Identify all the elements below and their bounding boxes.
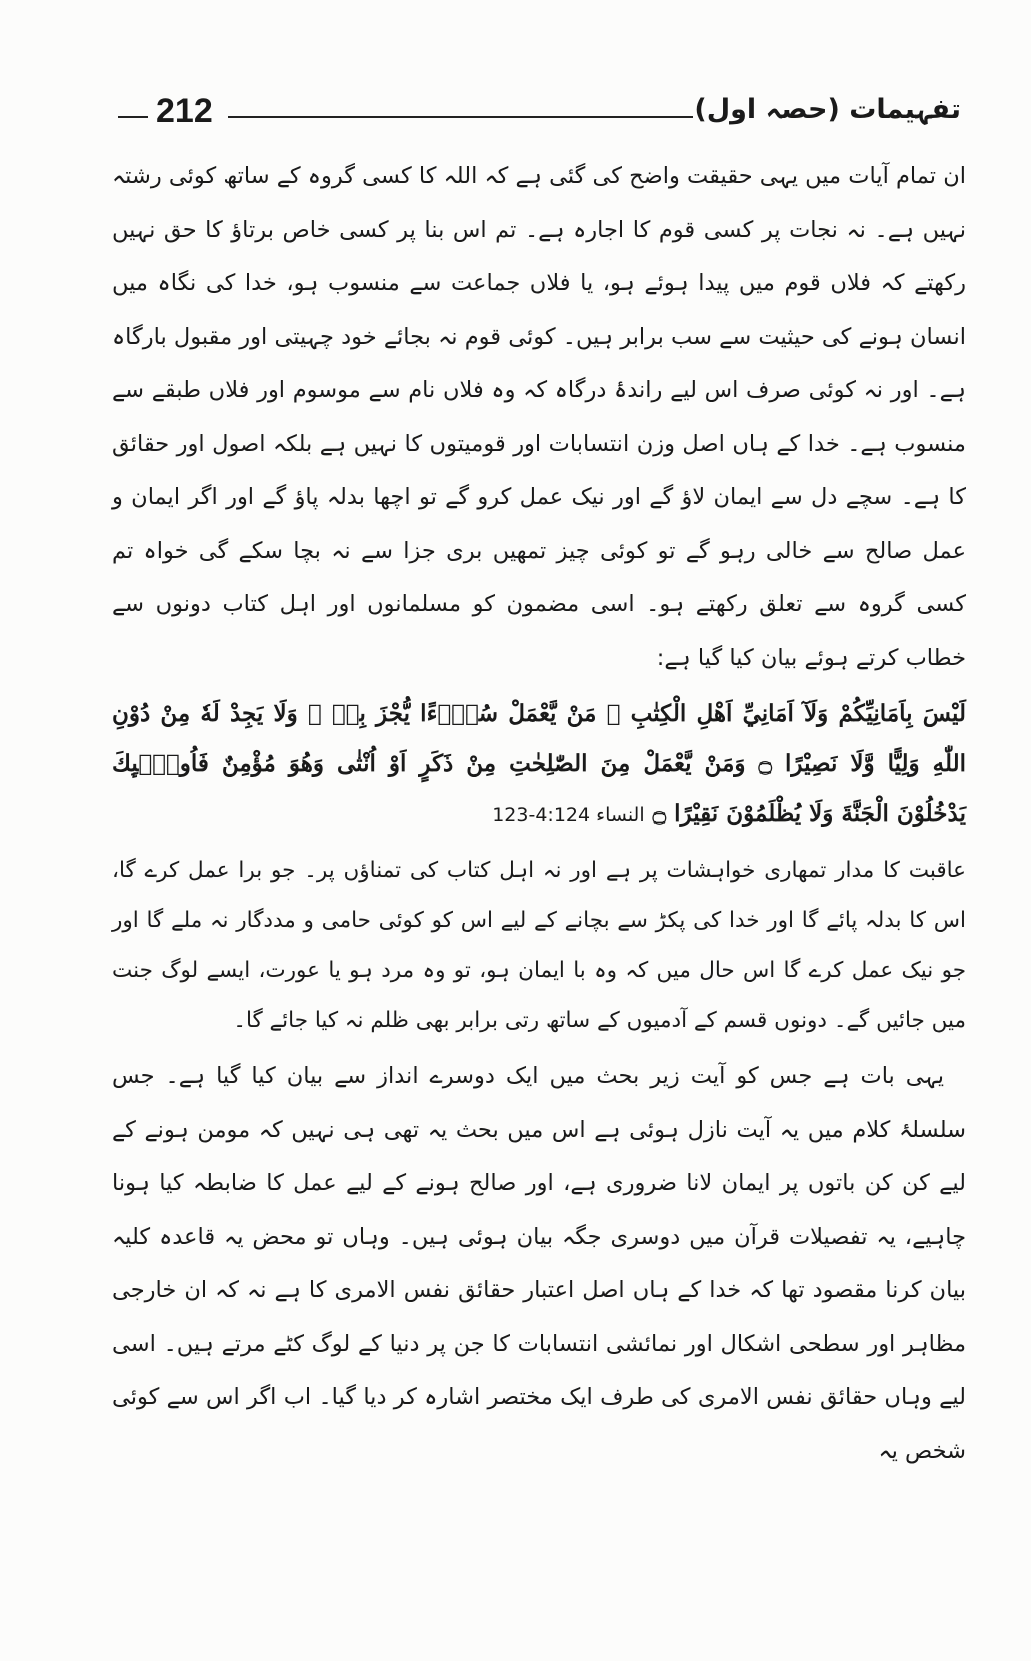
quran-verse <box>112 689 966 840</box>
verse-reference: النساء 4:124-123 <box>492 804 645 826</box>
paragraph-explanation: یہی بات ہے جس کو آیت زیر بحث میں ایک دوسرے انداز سے بیان کیا گیا ہے۔ جس سلسلۂ کلام میں یہ آیت نازل ہوئی ہے اس میں بحث یہ تھی ہی نہیں کہ مومن ہونے کے لیے کن کن باتوں پر ایمان لانا ضروری ہے، اور صالح ہونے کے لیے عمل کا ضابطہ کیا ہونا چاہیے، یہ تفصیلات قرآن میں دوسری جگہ بیان ہوئی ہیں۔ وہاں تو محض یہ قاعدہ کلیہ بیان کرنا مقصود تھا کہ خدا کے ہاں اصل اعتبار حقائق نفس الامری کا ہے نہ کہ ان خارجی مظاہر اور سطحی اشکال اور نمائشی انتسابات کا جن پر دنیا کے لوگ کٹے مرتے ہیں۔ اسی لیے وہاں حقائق نفس الامری کی طرف ایک مختصر اشارہ کر دیا گیا۔ اب اگر اس سے کوئی شخص یہ <box>112 1063 966 1464</box>
page-body <box>112 150 966 1478</box>
running-title: تفہیمات (حصہ اول) <box>694 94 961 125</box>
paragraph-intro: ان تمام آیات میں یہی حقیقت واضح کی گئی ہے کہ اللہ کا کسی گروہ کے ساتھ کوئی رشتہ نہیں ہے۔ نہ نجات پر کسی قوم کا اجارہ ہے۔ تم اس بنا پر کسی خاص برتاؤ کا حق نہیں رکھتے کہ فلاں قوم میں پیدا ہوئے ہو، یا فلاں جماعت سے منسوب ہو، خدا کی نگاہ میں انسان ہونے کی حیثیت سے سب برابر ہیں۔ کوئی قوم نہ بجائے خود چہیتی اور مقبول بارگاہ ہے۔ اور نہ کوئی صرف اس لیے راندۂ درگاہ کہ وہ فلاں نام سے موسوم اور فلاں طبقے سے منسوب ہے۔ خدا کے ہاں اصل وزن انتسابات اور قومیتوں کا نہیں ہے بلکہ اصول اور حقائق کا ہے۔ سچے دل سے ایمان لاؤ گے اور نیک عمل کرو گے تو اچھا بدلہ پاؤ گے اور اگر ایمان و عمل صالح سے خالی رہو گے تو کوئی چیز تمھیں بری جزا سے نہ بچا سکے گی خواہ تم کسی گروہ سے تعلق رکھتے ہو۔ اسی مضمون کو مسلمانوں اور اہل کتاب دونوں سے خطاب کرتے ہوئے بیان کیا گیا ہے: <box>112 163 966 671</box>
header-rule <box>228 116 693 118</box>
page-number: 212 <box>156 92 213 130</box>
verse-text: لَيْسَ بِاَمَانِيِّكُمْ وَلَآ اَمَانِيِّ اَهْلِ الْكِتٰبِ ۭ مَنْ يَّعْمَلْ سُوْۗءًا يُّجْزَ بِهٖ ۙ وَلَا يَجِدْ لَهٗ مِنْ دُوْنِ اللّٰهِ وَلِيًّا وَّلَا نَصِيْرًا ۝ وَمَنْ يَّعْمَلْ مِنَ الصّٰلِحٰتِ مِنْ ذَكَرٍ اَوْ اُنْثٰى وَهُوَ مُؤْمِنٌ فَاُولٰۗىِٕكَ يَدْخُلُوْنَ الْجَنَّةَ وَلَا يُظْلَمُوْنَ نَقِيْرًا ۝ <box>112 700 966 827</box>
page-header <box>118 92 961 136</box>
verse-translation: عاقبت کا مدار تمھاری خواہشات پر ہے اور نہ اہل کتاب کی تمناؤں پر۔ جو برا عمل کرے گا، اس کا بدلہ پائے گا اور خدا کی پکڑ سے بچانے کے لیے اس کو کوئی حامی و مددگار نہ ملے گا اور جو نیک عمل کرے گا اس حال میں کہ وہ با ایمان ہو، تو وہ مرد ہو یا عورت، ایسے لوگ جنت میں جائیں گے۔ دونوں قسم کے آدمیوں کے ساتھ رتی برابر بھی ظلم نہ کیا جائے گا۔ <box>112 858 966 1033</box>
page-number-dash <box>118 116 148 118</box>
